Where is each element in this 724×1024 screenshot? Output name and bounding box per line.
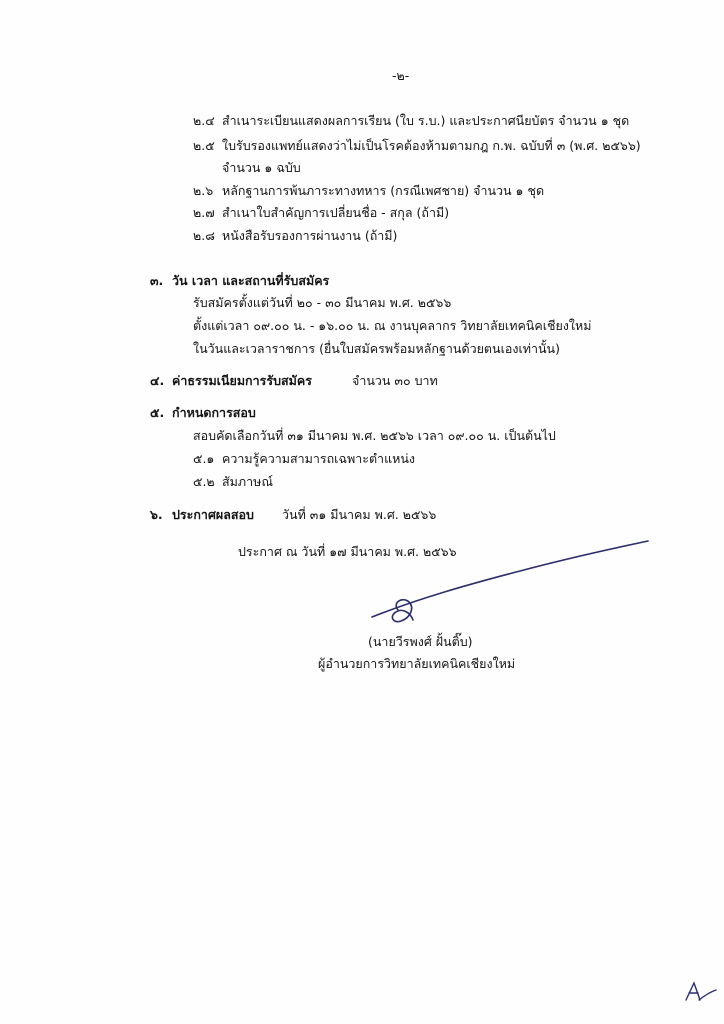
section-6-heading: ประกาศผลสอบ xyxy=(172,507,254,522)
section-6-value: วันที่ ๓๑ มีนาคม พ.ศ. ๒๕๖๖ xyxy=(282,507,437,522)
section-3-heading: วัน เวลา และสถานที่รับสมัคร xyxy=(172,273,330,288)
doc-item-text: สำเนาใบสำคัญการเปลี่ยนชื่อ - สกุล (ถ้ามี) xyxy=(222,205,450,220)
announce-date: ประกาศ ณ วันที่ ๑๗ มีนาคม พ.ศ. ๒๕๖๖ xyxy=(238,544,457,559)
section-3-number: ๓. xyxy=(150,273,164,288)
section-5-item-number: ๕.๒ xyxy=(193,474,215,489)
section-5-item-number: ๕.๑ xyxy=(193,451,215,466)
page-number: -๒- xyxy=(392,68,410,83)
section-3-line: ในวันและเวลาราชการ (ยื่นใบสมัครพร้อมหลักฐานด้วยตนเองเท่านั้น) xyxy=(193,341,560,356)
section-3-line: รับสมัครตั้งแต่วันที่ ๒๐ - ๓๐ มีนาคม พ.ศ. ๒๕๖๖ xyxy=(193,295,452,310)
doc-item-number: ๒.๘ xyxy=(193,228,215,243)
section-3-line: ตั้งแต่เวลา ๐๙.๐๐ น. - ๑๖.๐๐ น. ณ งานบุคลากร วิทยาลัยเทคนิคเชียงใหม่ xyxy=(193,318,592,333)
section-5-heading: กำหนดการสอบ xyxy=(172,405,256,420)
section-4-number: ๔. xyxy=(150,373,165,388)
doc-item-number: ๒.๔ xyxy=(193,113,215,128)
doc-item-text: หลักฐานการพ้นภาระทางทหาร (กรณีเพศชาย) จำนวน ๑ ชุด xyxy=(222,183,545,198)
section-5-item-text: สัมภาษณ์ xyxy=(222,474,273,489)
doc-item-continuation: จำนวน ๑ ฉบับ xyxy=(222,160,301,175)
section-4-heading: ค่าธรรมเนียมการรับสมัคร xyxy=(172,373,312,388)
doc-item-number: ๒.๕ xyxy=(193,138,215,153)
section-6-number: ๖. xyxy=(150,507,163,522)
section-5-item-text: ความรู้ความสามารถเฉพาะตำแหน่ง xyxy=(222,451,416,466)
section-5-line: สอบคัดเลือกวันที่ ๓๑ มีนาคม พ.ศ. ๒๕๖๖ เวลา ๐๙.๐๐ น. เป็นต้นไป xyxy=(193,428,556,443)
doc-item-number: ๒.๗ xyxy=(193,205,215,220)
section-4-value: จำนวน ๓๐ บาท xyxy=(352,373,438,388)
signatory-name: (นายวีรพงศ์ ฝั้นติ๊บ) xyxy=(368,634,473,649)
doc-item-text: สำเนาระเบียนแสดงผลการเรียน (ใบ ร.บ.) และประกาศนียบัตร จำนวน ๑ ชุด xyxy=(222,113,630,128)
doc-item-text: ใบรับรองแพทย์แสดงว่าไม่เป็นโรคต้องห้ามตามกฎ ก.พ. ฉบับที่ ๓ (พ.ศ. ๒๕๖๖) xyxy=(222,138,641,153)
doc-item-number: ๒.๖ xyxy=(193,183,214,198)
section-5-number: ๕. xyxy=(150,405,165,420)
doc-item-text: หนังสือรับรองการผ่านงาน (ถ้ามี) xyxy=(222,228,398,243)
signatory-title: ผู้อำนวยการวิทยาลัยเทคนิคเชียงใหม่ xyxy=(318,656,516,671)
